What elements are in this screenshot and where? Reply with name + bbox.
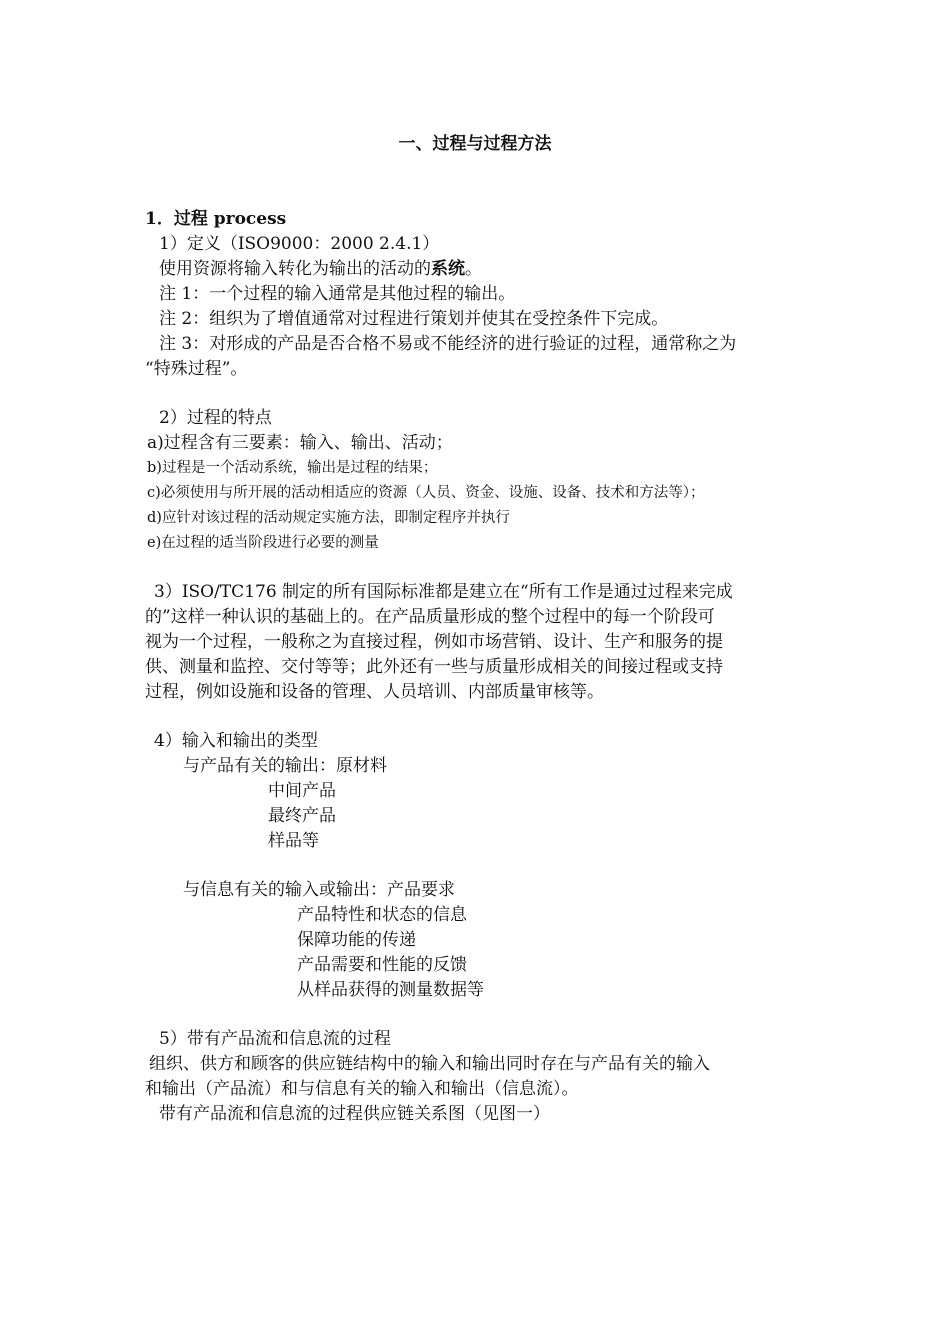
info-io-item: 保障功能的传递 (297, 930, 416, 950)
info-io-item: 从样品获得的测量数据等 (297, 980, 484, 1000)
section-3-line-4: 供、测量和监控、交付等等；此外还有一些与质量形成相关的间接过程或支持 (145, 657, 723, 677)
page-title: 一、过程与过程方法 (398, 134, 552, 154)
feature-item-b: b)过程是一个活动系统，输出是过程的结果； (147, 460, 438, 476)
section-3-line-3: 视为一个过程，一般称之为直接过程，例如市场营销、设计、生产和服务的提 (145, 632, 723, 652)
section-5-paragraph-continued: 和输出（产品流）和与信息有关的输入和输出（信息流）。 (145, 1079, 579, 1099)
section-5-paragraph: 组织、供方和顾客的供应链结构中的输入和输出同时存在与产品有关的输入 (149, 1054, 710, 1074)
section-2-heading: 2）过程的特点 (159, 408, 272, 428)
section-1-heading: 1．过程 process (145, 209, 287, 229)
note-3-continued: “特殊过程”。 (145, 359, 248, 379)
section-3-line-5: 过程，例如设施和设备的管理、人员培训、内部质量审核等。 (145, 682, 604, 702)
product-output-item: 中间产品 (268, 781, 336, 801)
product-output-item: 样品等 (268, 831, 319, 851)
feature-item-c: c)必须使用与所开展的活动相适应的资源（人员、资金、设施、设备、技术和方法等）； (147, 485, 705, 501)
info-io-label: 与信息有关的输入或输出：产品要求 (183, 880, 455, 900)
product-output-label: 与产品有关的输出：原材料 (183, 756, 387, 776)
section-4-heading: 4）输入和输出的类型 (154, 731, 318, 751)
definition-text: 使用资源将输入转化为输出的活动的系统。 (159, 259, 482, 279)
figure-reference: 带有产品流和信息流的过程供应链关系图（见图一） (159, 1104, 550, 1124)
feature-item-d: d)应针对该过程的活动规定实施方法，即制定程序并执行 (147, 510, 510, 526)
section-5-heading: 5）带有产品流和信息流的过程 (159, 1029, 391, 1049)
definition-heading: 1）定义（ISO9000：2000 2.4.1） (159, 234, 440, 254)
note-1: 注 1：一个过程的输入通常是其他过程的输出。 (159, 284, 516, 304)
product-output-item: 最终产品 (268, 806, 336, 826)
section-3-line-1: 3）ISO/TC176 制定的所有国际标准都是建立在“所有工作是通过过程来完成 (154, 582, 733, 602)
info-io-item: 产品需要和性能的反馈 (297, 955, 467, 975)
feature-item-a: a)过程含有三要素：输入、输出、活动； (147, 433, 453, 453)
section-3-line-2: 的”这样一种认识的基础上的。在产品质量形成的整个过程中的每一个阶段可 (145, 607, 715, 627)
feature-item-e: e)在过程的适当阶段进行必要的测量 (147, 535, 379, 551)
note-2: 注 2：组织为了增值通常对过程进行策划并使其在受控条件下完成。 (159, 309, 669, 329)
note-3: 注 3：对形成的产品是否合格不易或不能经济的进行验证的过程，通常称之为 (159, 334, 737, 354)
info-io-item: 产品特性和状态的信息 (297, 905, 467, 925)
